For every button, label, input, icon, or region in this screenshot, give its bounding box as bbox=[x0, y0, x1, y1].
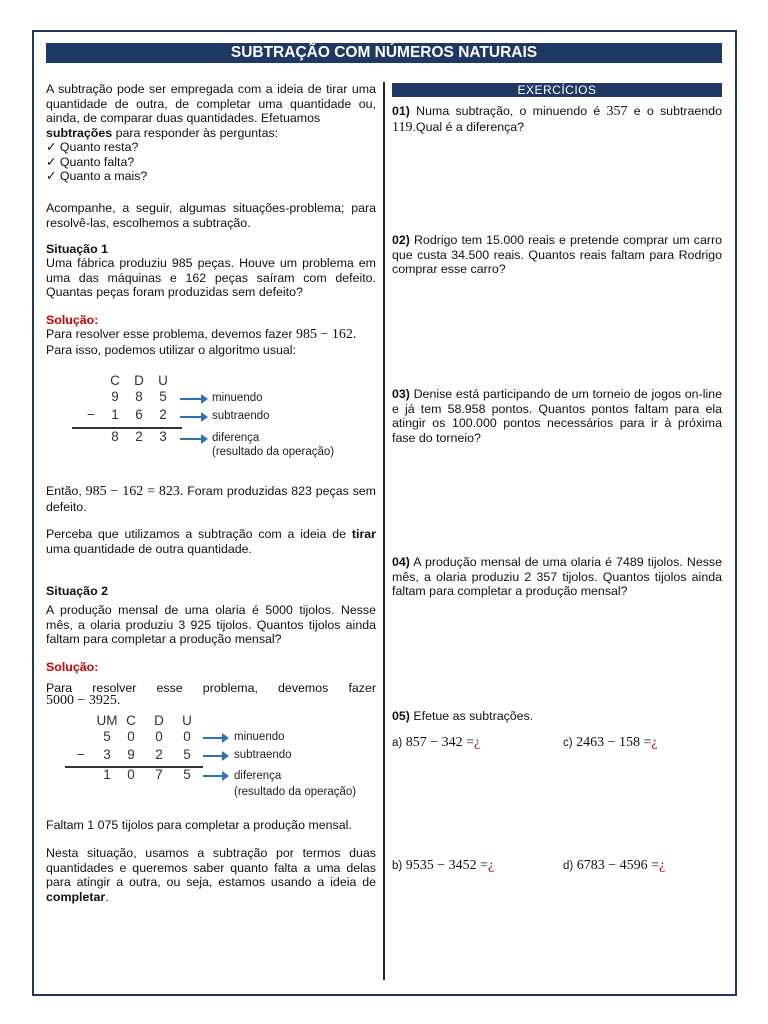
solution-2-label: Solução: bbox=[46, 660, 99, 674]
arrow-icon bbox=[203, 775, 227, 777]
minuend-label: minuendo bbox=[234, 731, 285, 743]
difference-label: diferença bbox=[234, 770, 282, 782]
minus-sign: − bbox=[77, 747, 85, 762]
minuend-label: minuendo bbox=[212, 392, 263, 404]
situation-1-conclusion: Então, 985 − 162 = 823. Foram produzidas 823 peças sem defeito. bbox=[46, 484, 377, 514]
subtrahend-digit: 6 bbox=[135, 407, 143, 422]
minuend-digit: 0 bbox=[183, 729, 191, 744]
exercise-5b: b) 9535 − 3452 =¿ bbox=[392, 858, 495, 873]
solution-2-text: Para resolver esse problema, devemos fazer bbox=[46, 681, 376, 695]
result-digit: 7 bbox=[155, 767, 163, 782]
question-item: ✓ Quanto falta? bbox=[46, 154, 135, 169]
minuend-digit: 9 bbox=[111, 389, 119, 404]
place-header: C bbox=[126, 713, 136, 728]
minuend-digit: 8 bbox=[135, 389, 143, 404]
minuend-digit: 0 bbox=[127, 729, 135, 744]
solution-2-expr: 5000 − 3925. bbox=[46, 693, 121, 708]
result-line bbox=[72, 427, 182, 429]
result-line bbox=[65, 766, 203, 768]
subtrahend-digit: 5 bbox=[183, 747, 191, 762]
subtrahend-digit: 9 bbox=[127, 747, 135, 762]
question-list bbox=[46, 140, 376, 184]
difference-label: diferença bbox=[212, 432, 260, 444]
arrow-icon bbox=[203, 737, 227, 739]
result-digit: 2 bbox=[135, 429, 143, 444]
intro-paragraph-2: Acompanhe, a seguir, algumas situações-problema; para resolvê-las, escolhemos a subtração. bbox=[46, 201, 376, 230]
exercise-4: 04) A produção mensal de uma olaria é 7489 tijolos. Nesse mês, a olaria produziu 2 357 tijolos. Quantos tijolos ainda faltam para completar a produção mensal? bbox=[392, 555, 722, 599]
situation-2-heading: Situação 2 bbox=[46, 584, 108, 598]
place-header: C bbox=[110, 373, 120, 388]
solution-1-label: Solução: bbox=[46, 313, 99, 327]
situation-2-final: Nesta situação, usamos a subtração por termos duas quantidades e queremos saber quanto falta a uma delas para atingir a outra, ou seja, estamos usando a ideia de completar. bbox=[46, 846, 376, 904]
subtrahend-label: subtraendo bbox=[234, 749, 292, 761]
subtrahend-label: subtraendo bbox=[212, 410, 270, 422]
exercise-3: 03) Denise está participando de um torneio de jogos on-line e já tem 58.958 pontos. Quantos pontos faltam para ela atingir os 100.000 pontos necessários para ir à próxima fase do torneio? bbox=[392, 387, 722, 445]
place-header: U bbox=[182, 713, 192, 728]
minuend-digit: 5 bbox=[103, 729, 111, 744]
arrow-icon bbox=[203, 755, 227, 757]
result-label: (resultado da operação) bbox=[234, 786, 357, 798]
minuend-digit: 0 bbox=[155, 729, 163, 744]
place-header: D bbox=[154, 713, 164, 728]
situation-2-text: A produção mensal de uma olaria é 5000 tijolos. Nesse mês, a olaria produziu 3 925 tijolos. Quantos tijolos ainda faltam para completar a produção mensal? bbox=[46, 603, 376, 647]
exercise-2: 02) Rodrigo tem 15.000 reais e pretende comprar um carro que custa 34.500 reais. Quantos reais faltam para Rodrigo comprar esse carro? bbox=[392, 233, 722, 277]
subtrahend-digit: 3 bbox=[103, 747, 111, 762]
exercise-1: 01) Numa subtração, o minuendo é 357 e o subtraendo 119.Qual é a diferença? bbox=[392, 104, 722, 135]
question-item: ✓ Quanto a mais? bbox=[46, 169, 148, 184]
situation-1-heading: Situação 1 bbox=[46, 242, 108, 256]
result-label: (resultado da operação) bbox=[212, 446, 335, 458]
situation-1-text: Uma fábrica produziu 985 peças. Houve um problema em uma das máquinas e 162 peças saíram com defeito. Quantas peças foram produzidas sem defeito? bbox=[46, 256, 376, 300]
exercise-5d: d) 6783 − 4596 =¿ bbox=[563, 858, 666, 873]
intro-paragraph: A subtração pode ser empregada com a ideia de tirar uma quantidade de outra, de completar uma quantidade ou, ainda, de comparar duas quantidades. Efetuamos subtrações para responder às perguntas: bbox=[46, 82, 376, 140]
place-header: U bbox=[158, 373, 168, 388]
page-title: SUBTRAÇÃO COM NÚMEROS NATURAIS bbox=[46, 43, 722, 63]
result-digit: 3 bbox=[159, 429, 167, 444]
result-digit: 1 bbox=[103, 767, 111, 782]
place-header: UM bbox=[96, 713, 118, 728]
column-divider bbox=[383, 82, 385, 980]
exercise-5a: a) 857 − 342 =¿ bbox=[392, 735, 481, 750]
exercise-5: 05) Efetue as subtrações. bbox=[392, 709, 534, 723]
result-digit: 8 bbox=[111, 429, 119, 444]
subtrahend-digit: 2 bbox=[155, 747, 163, 762]
minus-sign: − bbox=[87, 407, 95, 422]
exercise-5c: c) 2463 − 158 =¿ bbox=[563, 735, 658, 750]
result-digit: 5 bbox=[183, 767, 191, 782]
arrow-icon bbox=[180, 438, 206, 440]
subtrahend-digit: 1 bbox=[111, 407, 119, 422]
situation-2-after: Faltam 1 075 tijolos para completar a produção mensal. bbox=[46, 818, 352, 832]
arrow-icon bbox=[180, 398, 206, 400]
exercises-header: EXERCÍCIOS bbox=[392, 83, 722, 97]
question-item: ✓ Quanto resta? bbox=[46, 140, 139, 154]
place-header: D bbox=[134, 373, 144, 388]
arrow-icon bbox=[180, 416, 206, 418]
result-digit: 0 bbox=[127, 767, 135, 782]
minuend-digit: 5 bbox=[159, 389, 167, 404]
subtrahend-digit: 2 bbox=[159, 407, 167, 422]
solution-1-text: Para resolver esse problema, devemos fazer 985 − 162. Para isso, podemos utilizar o algoritmo usual: bbox=[46, 327, 357, 357]
situation-1-note: Perceba que utilizamos a subtração com a ideia de tirar uma quantidade de outra quantidade. bbox=[46, 527, 376, 556]
